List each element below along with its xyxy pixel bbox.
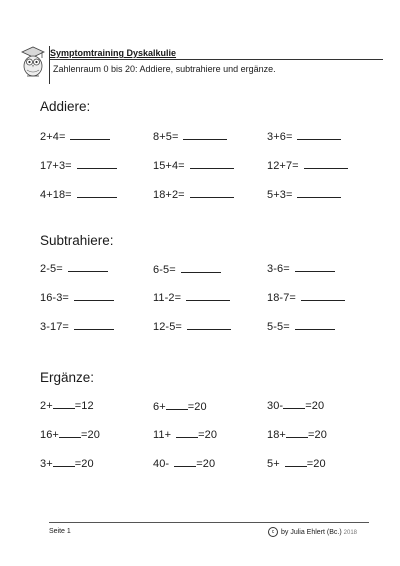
exercise-sub-2: 6-5= [153,263,221,276]
answer-blank[interactable] [304,159,348,169]
exercise-fill-8: 40- =20 [153,458,216,470]
owl-logo-icon [18,44,48,78]
worksheet-title: Symptomtraining Dyskalkulie [50,48,177,58]
answer-blank[interactable] [74,320,114,330]
exercise-sub-1: 2-5= [40,262,108,275]
exercise-add-5: 15+4= [153,159,234,172]
answer-blank[interactable] [68,262,108,272]
worksheet-instruction: Zahlenraum 0 bis 20: Addiere, subtrahiere und ergänze. [53,64,276,74]
exercise-sub-8: 12-5= [153,320,231,333]
exercise-sub-4: 16-3= [40,291,114,304]
answer-blank[interactable] [174,457,196,467]
page-number: Seite 1 [49,528,71,535]
exercise-add-2: 8+5= [153,130,227,143]
exercise-sub-3: 3-6= [267,262,335,275]
answer-blank[interactable] [187,320,231,330]
exercise-add-9: 5+3= [267,188,341,201]
answer-blank[interactable] [285,457,307,467]
exercise-fill-2: 6+ =20 [153,401,207,413]
answer-blank[interactable] [295,262,335,272]
footer-author: by Julia Ehlert (Bc.) [281,528,342,536]
exercise-fill-5: 11+ =20 [153,429,218,441]
footer-year: 2018 [343,529,357,536]
answer-blank[interactable] [74,291,114,301]
answer-blank[interactable] [190,188,234,198]
footer-credit [268,527,357,537]
exercise-add-1: 2+4= [40,130,110,143]
answer-blank[interactable] [283,399,305,409]
exercise-add-4: 17+3= [40,159,117,172]
creative-commons-icon: c [268,527,278,537]
exercise-fill-4: 16+ =20 [40,429,100,441]
answer-blank[interactable] [297,188,341,198]
answer-blank[interactable] [297,130,341,140]
answer-blank[interactable] [190,159,234,169]
answer-blank[interactable] [295,320,335,330]
exercise-fill-9: 5+ =20 [267,458,326,470]
exercise-fill-3: 30- =20 [267,400,325,412]
header-divider-horizontal [49,59,383,60]
exercise-add-3: 3+6= [267,130,341,143]
answer-blank[interactable] [77,188,117,198]
section-title-subtrahiere: Subtrahiere: [40,233,114,248]
answer-blank[interactable] [286,428,308,438]
answer-blank[interactable] [181,263,221,273]
exercise-sub-6: 18-7= [267,291,345,304]
answer-blank[interactable] [301,291,345,301]
exercise-sub-5: 11-2= [153,291,230,304]
exercise-fill-7: 3+ =20 [40,458,94,470]
section-title-ergaenze: Ergänze: [40,370,95,385]
exercise-add-6: 12+7= [267,159,348,172]
footer-divider [49,522,369,523]
answer-blank[interactable] [59,428,81,438]
exercise-fill-1: 2+ =12 [40,400,94,412]
exercise-fill-6: 18+ =20 [267,429,327,441]
exercise-add-7: 4+18= [40,188,117,201]
answer-blank[interactable] [183,130,227,140]
worksheet-header [18,44,380,84]
exercise-add-8: 18+2= [153,188,234,201]
section-title-addiere: Addiere: [40,99,91,114]
exercise-sub-9: 5-5= [267,320,335,333]
answer-blank[interactable] [186,291,230,301]
answer-blank[interactable] [77,159,117,169]
answer-blank[interactable] [70,130,110,140]
answer-blank[interactable] [176,428,198,438]
exercise-sub-7: 3-17= [40,320,114,333]
answer-blank[interactable] [53,399,75,409]
answer-blank[interactable] [166,400,188,410]
answer-blank[interactable] [53,457,75,467]
